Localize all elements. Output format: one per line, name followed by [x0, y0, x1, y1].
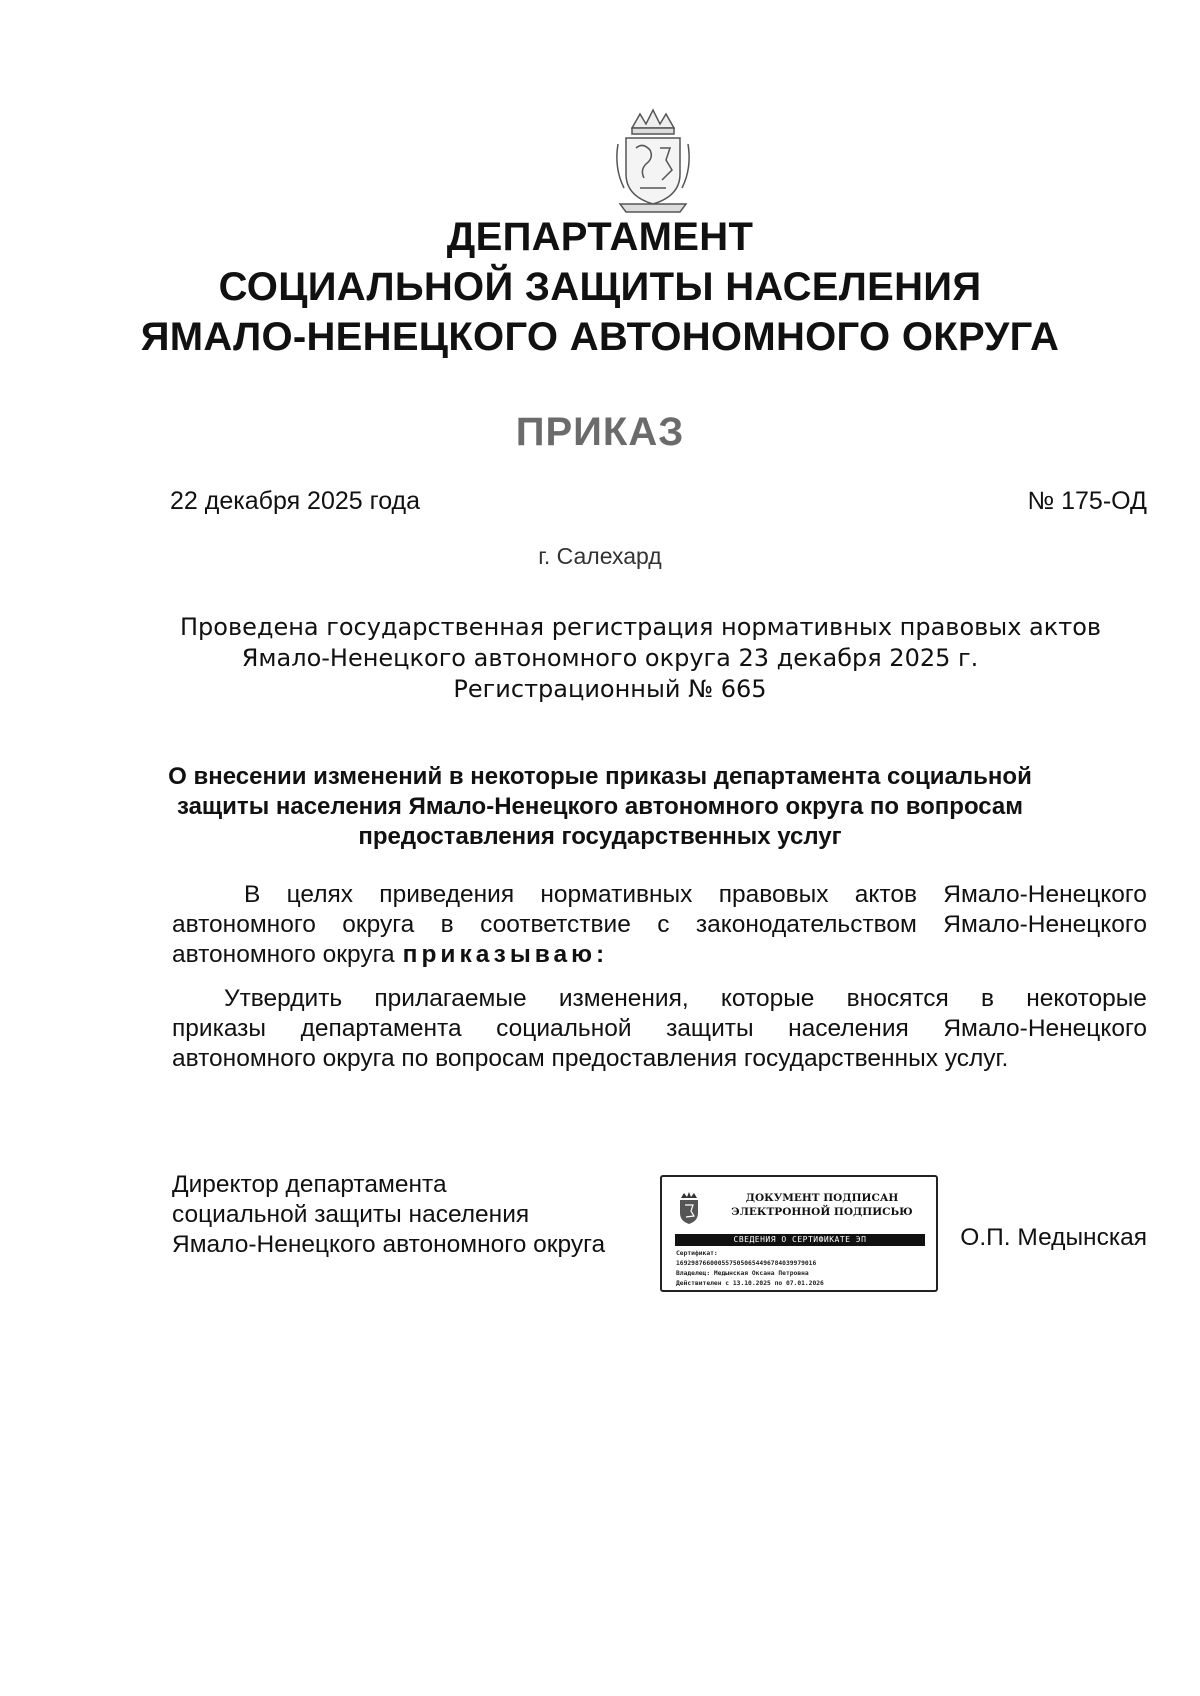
word: Ямало-Ненецкого — [943, 881, 1147, 908]
director-line-3: Ямало-Ненецкого автономного округа — [172, 1231, 606, 1258]
stamp-validity: Действителен с 13.10.2025 по 07.01.2026 — [676, 1280, 824, 1287]
word: автономного — [172, 911, 316, 938]
word: некоторые — [1026, 985, 1147, 1012]
preamble-line-3 — [172, 940, 1147, 970]
order-command: приказываю: — [402, 941, 609, 968]
stamp-title-line-2: ЭЛЕКТРОННОЙ ПОДПИСЬЮ — [731, 1206, 913, 1218]
word: приведения — [379, 881, 515, 908]
director-line-1: Директор департамента — [172, 1171, 447, 1198]
stamp-cert-number: 1692987660005575050654496784039979016 — [676, 1260, 817, 1267]
preamble-line-2 — [172, 910, 1147, 940]
stamp-cert-label: Сертификат: — [676, 1250, 718, 1257]
preamble-line-1 — [172, 880, 1147, 910]
preamble-line-3-text: автономного округа — [172, 941, 395, 968]
word: в — [440, 911, 454, 938]
word: целях — [286, 881, 354, 908]
document-type-title: ПРИКАЗ — [515, 410, 685, 454]
registration-line-3: Регистрационный № 665 — [453, 675, 767, 703]
signer-name: О.П. Медынская — [960, 1224, 1147, 1251]
director-line-2: социальной защиты населения — [172, 1201, 530, 1228]
word: приказы — [172, 1015, 267, 1042]
electronic-signature-stamp — [660, 1175, 938, 1292]
body-line-2 — [172, 1014, 1147, 1044]
stamp-details — [676, 1249, 824, 1289]
document-city: г. Салехард — [538, 543, 662, 569]
word: В — [244, 881, 261, 908]
word: защиты — [666, 1015, 754, 1042]
header-line-2: СОЦИАЛЬНОЙ ЗАЩИТЫ НАСЕЛЕНИЯ — [218, 265, 982, 309]
word: правовых — [718, 881, 829, 908]
header-line-3: ЯМАЛО-НЕНЕЦКОГО АВТОНОМНОГО ОКРУГА — [140, 315, 1060, 359]
document-number: № 175-ОД — [1027, 487, 1147, 515]
stamp-certificate-bar: СВЕДЕНИЯ О СЕРТИФИКАТЕ ЭП — [675, 1234, 925, 1246]
preamble-paragraph — [172, 880, 1147, 970]
registration-note — [180, 612, 1102, 705]
word: которые — [720, 985, 815, 1012]
word: департамента — [300, 1015, 462, 1042]
word: округа — [342, 911, 415, 938]
document-subject — [150, 762, 1050, 852]
director-title — [172, 1170, 605, 1260]
word: в — [981, 985, 995, 1012]
department-header — [100, 212, 1100, 362]
word: Ямало-Ненецкого — [943, 1015, 1147, 1042]
word: Ямало-Ненецкого — [943, 911, 1147, 938]
word: населения — [788, 1015, 909, 1042]
subject-line-2: защиты населения Ямало-Ненецкого автономного округа по вопросам — [176, 793, 1024, 820]
stamp-emblem-icon — [676, 1191, 702, 1227]
registration-line-2: Ямало-Ненецкого автономного округа 23 декабря 2025 г. — [241, 644, 979, 672]
header-line-1: ДЕПАРТАМЕНТ — [446, 215, 754, 259]
word: актов — [854, 881, 917, 908]
word: законодательством — [695, 911, 917, 938]
subject-line-1: О внесении изменений в некоторые приказы департамента социальной — [168, 763, 1032, 790]
stamp-title — [712, 1191, 932, 1219]
word: прилагаемые — [374, 985, 527, 1012]
word: социальной — [496, 1015, 632, 1042]
stamp-owner: Владелец: Медынская Оксана Петровна — [676, 1270, 809, 1277]
coat-of-arms-icon — [610, 108, 696, 218]
body-line-1 — [172, 984, 1147, 1014]
word: Утвердить — [224, 985, 343, 1012]
word: с — [657, 911, 670, 938]
registration-line-1: Проведена государственная регистрация нормативных правовых актов — [180, 613, 1102, 641]
word: изменения, — [558, 985, 689, 1012]
body-line-3: автономного округа по вопросам предоставления государственных услуг. — [172, 1045, 1009, 1072]
order-body-paragraph — [172, 984, 1147, 1074]
word: нормативных — [540, 881, 693, 908]
stamp-title-line-1: ДОКУМЕНТ ПОДПИСАН — [745, 1192, 899, 1204]
word: вносятся — [846, 985, 949, 1012]
word: соответствие — [480, 911, 631, 938]
document-date: 22 декабря 2025 года — [170, 487, 421, 515]
subject-line-3: предоставления государственных услуг — [358, 823, 842, 850]
